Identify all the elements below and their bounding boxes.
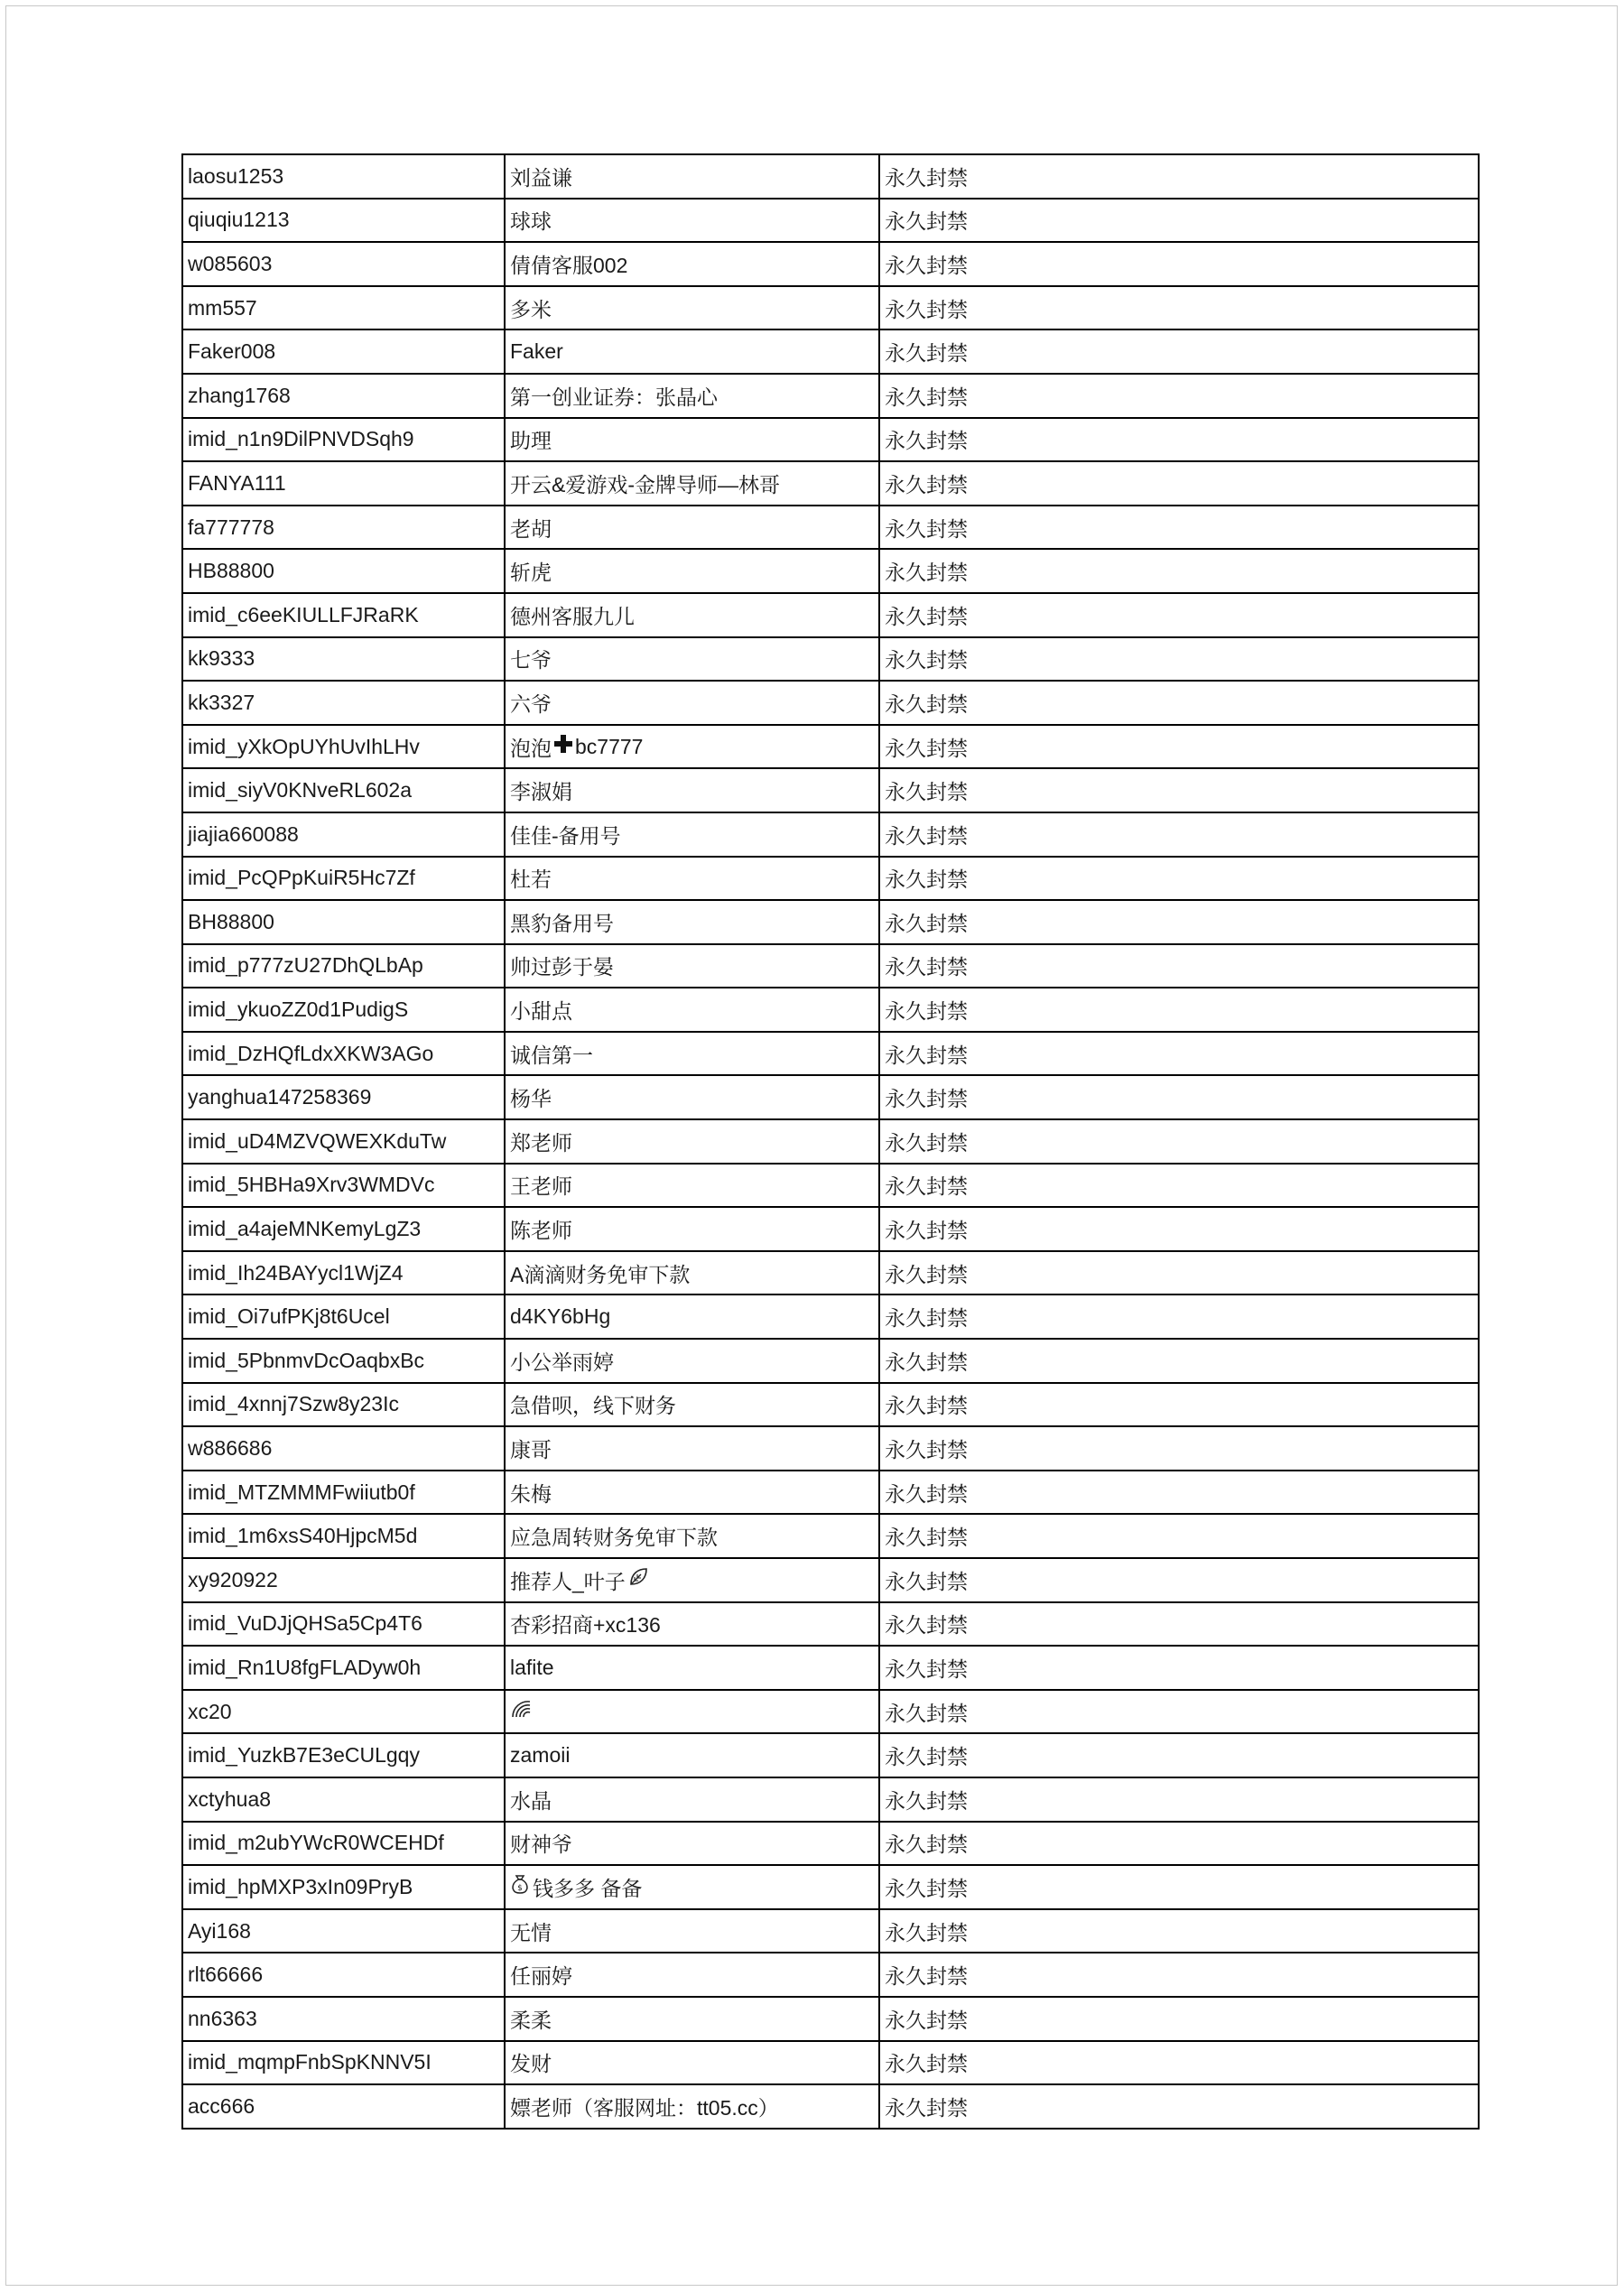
account-id-cell: xc20 xyxy=(182,1690,505,1734)
ban-status-cell: 永久封禁 xyxy=(879,1777,1479,1822)
ban-status-cell: 永久封禁 xyxy=(879,1690,1479,1734)
nickname-text: 泡泡 xyxy=(510,736,552,760)
nickname-cell: 佳佳-备用号 xyxy=(505,812,879,857)
ban-status-cell: 永久封禁 xyxy=(879,1294,1479,1339)
nickname-cell xyxy=(505,1690,879,1734)
nickname-cell: 小公举雨婷 xyxy=(505,1339,879,1383)
account-id-cell: rlt66666 xyxy=(182,1953,505,1997)
table-row xyxy=(182,1032,1479,1076)
leaf-icon xyxy=(627,1566,649,1593)
nickname-cell: 发财 xyxy=(505,2041,879,2085)
ban-status-cell: 永久封禁 xyxy=(879,1733,1479,1777)
table-row xyxy=(182,242,1479,286)
nickname-cell: 黑豹备用号 xyxy=(505,900,879,944)
nickname-cell xyxy=(505,1558,879,1602)
table-row xyxy=(182,1207,1479,1251)
ban-status-cell: 永久封禁 xyxy=(879,768,1479,812)
account-id-cell: imid_Rn1U8fgFLADyw0h xyxy=(182,1646,505,1690)
ban-status-cell: 永久封禁 xyxy=(879,1426,1479,1471)
nickname-cell xyxy=(505,725,879,769)
ban-status-cell: 永久封禁 xyxy=(879,1997,1479,2041)
table-row xyxy=(182,593,1479,637)
account-id-cell: kk3327 xyxy=(182,681,505,725)
account-id-cell: mm557 xyxy=(182,286,505,330)
account-id-cell: imid_Oi7ufPKj8t6Ucel xyxy=(182,1294,505,1339)
account-id-cell: imid_a4ajeMNKemyLgZ3 xyxy=(182,1207,505,1251)
account-id-cell: w085603 xyxy=(182,242,505,286)
ban-status-cell: 永久封禁 xyxy=(879,418,1479,462)
nickname-cell: 财神爷 xyxy=(505,1822,879,1866)
ban-status-cell: 永久封禁 xyxy=(879,1164,1479,1208)
table-row xyxy=(182,1119,1479,1164)
account-id-cell: imid_c6eeKIULLFJRaRK xyxy=(182,593,505,637)
table-row xyxy=(182,1646,1479,1690)
account-id-cell: imid_VuDJjQHSa5Cp4T6 xyxy=(182,1602,505,1647)
table-row xyxy=(182,549,1479,593)
nickname-cell: 球球 xyxy=(505,199,879,243)
account-id-cell: w886686 xyxy=(182,1426,505,1471)
nickname-cell: 开云&爱游戏-金牌导师—林哥 xyxy=(505,461,879,506)
nickname-cell: 急借呗，线下财务 xyxy=(505,1383,879,1427)
ban-status-cell: 永久封禁 xyxy=(879,1471,1479,1515)
table-row xyxy=(182,812,1479,857)
table-body xyxy=(182,154,1479,2129)
nickname-text: bc7777 xyxy=(575,734,644,758)
table-row xyxy=(182,1602,1479,1647)
account-id-cell: BH88800 xyxy=(182,900,505,944)
rainbow-icon xyxy=(510,1698,535,1725)
account-id-cell: imid_uD4MZVQWEXKduTw xyxy=(182,1119,505,1164)
table-row xyxy=(182,857,1479,901)
account-id-cell: FANYA111 xyxy=(182,461,505,506)
ban-status-cell: 永久封禁 xyxy=(879,1909,1479,1953)
ban-status-cell: 永久封禁 xyxy=(879,461,1479,506)
table-row xyxy=(182,1426,1479,1471)
table-row xyxy=(182,154,1479,199)
table-row xyxy=(182,725,1479,769)
account-id-cell: fa777778 xyxy=(182,506,505,550)
ban-status-cell: 永久封禁 xyxy=(879,900,1479,944)
table-row xyxy=(182,1997,1479,2041)
table-row xyxy=(182,768,1479,812)
ban-status-cell: 永久封禁 xyxy=(879,593,1479,637)
table-row xyxy=(182,900,1479,944)
account-id-cell: xy920922 xyxy=(182,1558,505,1602)
ban-status-cell: 永久封禁 xyxy=(879,681,1479,725)
account-id-cell: imid_Ih24BAYycl1WjZ4 xyxy=(182,1251,505,1295)
ban-status-cell: 永久封禁 xyxy=(879,1251,1479,1295)
table-row xyxy=(182,944,1479,988)
table-row xyxy=(182,1865,1479,1909)
table-row xyxy=(182,2084,1479,2129)
table-row xyxy=(182,461,1479,506)
account-id-cell: nn6363 xyxy=(182,1997,505,2041)
table-row xyxy=(182,1294,1479,1339)
account-id-cell: imid_n1n9DilPNVDSqh9 xyxy=(182,418,505,462)
account-id-cell: imid_5PbnmvDcOaqbxBc xyxy=(182,1339,505,1383)
nickname-cell: 任丽婷 xyxy=(505,1953,879,1997)
ban-status-cell: 永久封禁 xyxy=(879,1558,1479,1602)
table-row xyxy=(182,637,1479,682)
nickname-cell: 朱梅 xyxy=(505,1471,879,1515)
table-row xyxy=(182,1339,1479,1383)
ban-status-cell: 永久封禁 xyxy=(879,944,1479,988)
nickname-cell: 倩倩客服002 xyxy=(505,242,879,286)
ban-status-cell: 永久封禁 xyxy=(879,1514,1479,1558)
nickname-cell: 七爷 xyxy=(505,637,879,682)
table-row xyxy=(182,1558,1479,1602)
nickname-cell: d4KY6bHg xyxy=(505,1294,879,1339)
table-row xyxy=(182,1471,1479,1515)
account-id-cell: imid_MTZMMMFwiiutb0f xyxy=(182,1471,505,1515)
table-row xyxy=(182,1383,1479,1427)
ban-status-cell: 永久封禁 xyxy=(879,1646,1479,1690)
table-row xyxy=(182,286,1479,330)
account-id-cell: imid_4xnnj7Szw8y23Ic xyxy=(182,1383,505,1427)
ban-status-cell: 永久封禁 xyxy=(879,1075,1479,1119)
table-row xyxy=(182,988,1479,1032)
nickname-cell: Faker xyxy=(505,329,879,374)
account-id-cell: imid_hpMXP3xIn09PryB xyxy=(182,1865,505,1909)
account-id-cell: imid_yXkOpUYhUvIhLHv xyxy=(182,725,505,769)
account-id-cell: imid_p777zU27DhQLbAp xyxy=(182,944,505,988)
ban-status-cell: 永久封禁 xyxy=(879,2084,1479,2129)
nickname-cell: 第一创业证券：张晶心 xyxy=(505,374,879,418)
nickname-cell: 助理 xyxy=(505,418,879,462)
ban-status-cell: 永久封禁 xyxy=(879,286,1479,330)
account-id-cell: imid_DzHQfLdxXKW3AGo xyxy=(182,1032,505,1076)
ban-status-cell: 永久封禁 xyxy=(879,725,1479,769)
table-row xyxy=(182,199,1479,243)
account-id-cell: imid_YuzkB7E3eCULgqy xyxy=(182,1733,505,1777)
nickname-cell: 陈老师 xyxy=(505,1207,879,1251)
account-id-cell: imid_siyV0KNveRL602a xyxy=(182,768,505,812)
account-id-cell: laosu1253 xyxy=(182,154,505,199)
nickname-cell: 康哥 xyxy=(505,1426,879,1471)
nickname-cell: 水晶 xyxy=(505,1777,879,1822)
account-id-cell: Faker008 xyxy=(182,329,505,374)
ban-status-cell: 永久封禁 xyxy=(879,1383,1479,1427)
nickname-cell: 多米 xyxy=(505,286,879,330)
nickname-cell: 李淑娟 xyxy=(505,768,879,812)
ban-status-cell: 永久封禁 xyxy=(879,1953,1479,1997)
table-row xyxy=(182,329,1479,374)
account-id-cell: HB88800 xyxy=(182,549,505,593)
nickname-cell: 应急周转财务免审下款 xyxy=(505,1514,879,1558)
banned-accounts-table xyxy=(181,153,1480,2130)
nickname-cell: 老胡 xyxy=(505,506,879,550)
ban-status-cell: 永久封禁 xyxy=(879,1339,1479,1383)
ban-status-cell: 永久封禁 xyxy=(879,1602,1479,1647)
ban-status-cell: 永久封禁 xyxy=(879,1032,1479,1076)
account-id-cell: acc666 xyxy=(182,2084,505,2129)
account-id-cell: imid_mqmpFnbSpKNNV5I xyxy=(182,2041,505,2085)
ban-status-cell: 永久封禁 xyxy=(879,1822,1479,1866)
table-row xyxy=(182,681,1479,725)
heavy-plus-icon xyxy=(553,734,573,759)
account-id-cell: imid_ykuoZZ0d1PudigS xyxy=(182,988,505,1032)
account-id-cell: imid_1m6xsS40HjpcM5d xyxy=(182,1514,505,1558)
ban-status-cell: 永久封禁 xyxy=(879,242,1479,286)
table-row xyxy=(182,1251,1479,1295)
account-id-cell: Ayi168 xyxy=(182,1909,505,1953)
table-row xyxy=(182,1075,1479,1119)
ban-status-cell: 永久封禁 xyxy=(879,637,1479,682)
nickname-cell: lafite xyxy=(505,1646,879,1690)
account-id-cell: imid_m2ubYWcR0WCEHDf xyxy=(182,1822,505,1866)
table-row xyxy=(182,1164,1479,1208)
ban-status-cell: 永久封禁 xyxy=(879,1207,1479,1251)
ban-status-cell: 永久封禁 xyxy=(879,374,1479,418)
ban-status-cell: 永久封禁 xyxy=(879,154,1479,199)
table-row xyxy=(182,1514,1479,1558)
table-row xyxy=(182,418,1479,462)
ban-status-cell: 永久封禁 xyxy=(879,988,1479,1032)
ban-status-cell: 永久封禁 xyxy=(879,857,1479,901)
ban-status-cell: 永久封禁 xyxy=(879,812,1479,857)
svg-text:$: $ xyxy=(517,1884,523,1894)
nickname-cell: 帅过彭于晏 xyxy=(505,944,879,988)
nickname-text: 推荐人_叶子 xyxy=(510,1569,626,1593)
nickname-cell xyxy=(505,1865,879,1909)
nickname-cell: 杜若 xyxy=(505,857,879,901)
ban-status-cell: 永久封禁 xyxy=(879,506,1479,550)
ban-status-cell: 永久封禁 xyxy=(879,1865,1479,1909)
nickname-cell: 刘益谦 xyxy=(505,154,879,199)
nickname-cell: 王老师 xyxy=(505,1164,879,1208)
table-row xyxy=(182,1822,1479,1866)
nickname-cell: 无情 xyxy=(505,1909,879,1953)
table-row xyxy=(182,1777,1479,1822)
table-row xyxy=(182,1909,1479,1953)
nickname-cell: 杨华 xyxy=(505,1075,879,1119)
nickname-text: 钱多多 备备 xyxy=(533,1876,643,1900)
account-id-cell: imid_5HBHa9Xrv3WMDVc xyxy=(182,1164,505,1208)
ban-status-cell: 永久封禁 xyxy=(879,549,1479,593)
account-id-cell: jiajia660088 xyxy=(182,812,505,857)
account-id-cell: kk9333 xyxy=(182,637,505,682)
nickname-cell: 诚信第一 xyxy=(505,1032,879,1076)
nickname-cell: 嫖老师（客服网址：tt05.cc） xyxy=(505,2084,879,2129)
table-row xyxy=(182,506,1479,550)
nickname-cell: 六爷 xyxy=(505,681,879,725)
table-row xyxy=(182,1690,1479,1734)
nickname-cell: zamoii xyxy=(505,1733,879,1777)
nickname-cell: 柔柔 xyxy=(505,1997,879,2041)
account-id-cell: qiuqiu1213 xyxy=(182,199,505,243)
ban-status-cell: 永久封禁 xyxy=(879,199,1479,243)
account-id-cell: xctyhua8 xyxy=(182,1777,505,1822)
table-row xyxy=(182,374,1479,418)
money-bag-icon xyxy=(510,1873,530,1900)
nickname-cell: 小甜点 xyxy=(505,988,879,1032)
nickname-cell: 杏彩招商+xc136 xyxy=(505,1602,879,1647)
nickname-cell: 郑老师 xyxy=(505,1119,879,1164)
ban-status-cell: 永久封禁 xyxy=(879,329,1479,374)
table-row xyxy=(182,2041,1479,2085)
table-row xyxy=(182,1953,1479,1997)
account-id-cell: zhang1768 xyxy=(182,374,505,418)
nickname-cell: 德州客服九儿 xyxy=(505,593,879,637)
nickname-cell: 斩虎 xyxy=(505,549,879,593)
nickname-cell: A滴滴财务免审下款 xyxy=(505,1251,879,1295)
account-id-cell: imid_PcQPpKuiR5Hc7Zf xyxy=(182,857,505,901)
ban-status-cell: 永久封禁 xyxy=(879,1119,1479,1164)
account-id-cell: yanghua147258369 xyxy=(182,1075,505,1119)
table-row xyxy=(182,1733,1479,1777)
ban-status-cell: 永久封禁 xyxy=(879,2041,1479,2085)
